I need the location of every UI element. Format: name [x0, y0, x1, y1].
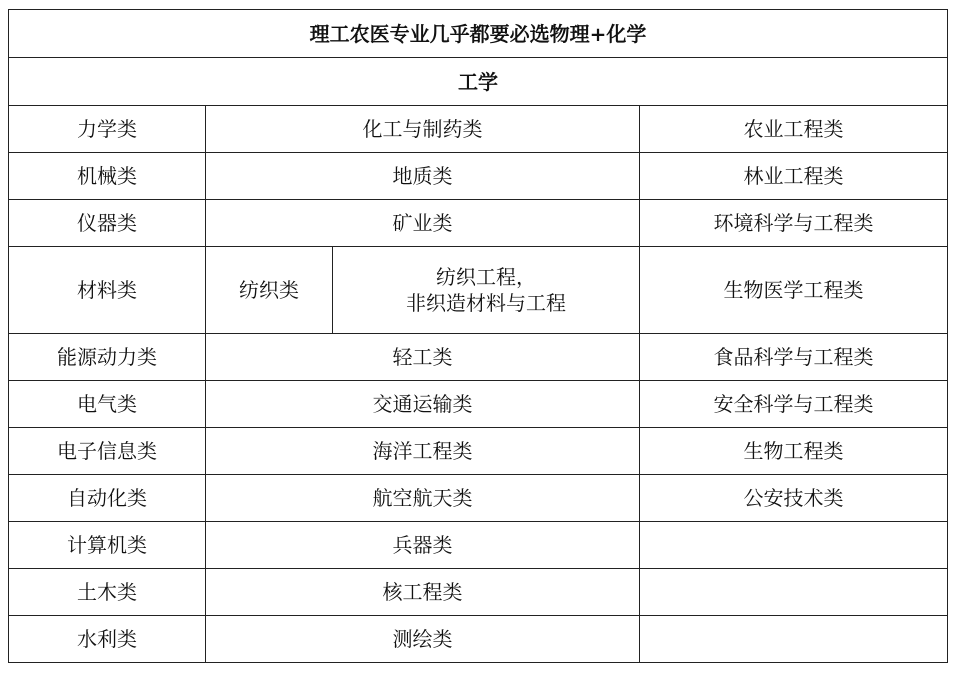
table-cell: 生物医学工程类 — [640, 247, 948, 334]
table-cell: 化工与制药类 — [206, 106, 640, 153]
table-cell: 能源动力类 — [9, 334, 206, 381]
table-cell: 自动化类 — [9, 475, 206, 522]
table-row — [9, 106, 948, 153]
cell-line: 非织造材料与工程 — [406, 291, 566, 315]
table-cell: 力学类 — [9, 106, 206, 153]
table-row — [9, 428, 948, 475]
subjects-table — [8, 9, 948, 663]
table-cell: 矿业类 — [206, 200, 640, 247]
table-row — [9, 569, 948, 616]
table-cell: 航空航天类 — [206, 475, 640, 522]
table-row — [9, 381, 948, 428]
table-cell: 电气类 — [9, 381, 206, 428]
table-row — [9, 475, 948, 522]
table-cell: 食品科学与工程类 — [640, 334, 948, 381]
table-cell: 地质类 — [206, 153, 640, 200]
table-cell: 林业工程类 — [640, 153, 948, 200]
table-cell: 农业工程类 — [640, 106, 948, 153]
table-row — [9, 522, 948, 569]
table-row — [9, 200, 948, 247]
table-cell: 计算机类 — [9, 522, 206, 569]
table-cell: 测绘类 — [206, 616, 640, 663]
table-cell-multiline — [333, 247, 640, 334]
table-cell: 材料类 — [9, 247, 206, 334]
table-cell: 安全科学与工程类 — [640, 381, 948, 428]
table-row — [9, 334, 948, 381]
table-cell: 公安技术类 — [640, 475, 948, 522]
table-cell — [640, 569, 948, 616]
table-row — [9, 153, 948, 200]
cell-line: 纺织工程， — [436, 265, 536, 289]
table-cell: 兵器类 — [206, 522, 640, 569]
table-cell: 机械类 — [9, 153, 206, 200]
table-title: 理工农医专业几乎都要必选物理+化学 — [9, 10, 948, 58]
table-cell — [640, 522, 948, 569]
table-cell: 纺织类 — [206, 247, 333, 334]
table-cell: 水利类 — [9, 616, 206, 663]
table-row — [9, 247, 948, 334]
table-cell — [640, 616, 948, 663]
table-cell: 海洋工程类 — [206, 428, 640, 475]
section-heading: 工学 — [9, 58, 948, 106]
section-row — [9, 58, 948, 106]
table-cell: 土木类 — [9, 569, 206, 616]
table-cell: 交通运输类 — [206, 381, 640, 428]
title-row — [9, 10, 948, 58]
table-cell: 生物工程类 — [640, 428, 948, 475]
table-cell: 仪器类 — [9, 200, 206, 247]
table-cell: 电子信息类 — [9, 428, 206, 475]
table-cell: 轻工类 — [206, 334, 640, 381]
table-row — [9, 616, 948, 663]
table-cell: 核工程类 — [206, 569, 640, 616]
table-cell: 环境科学与工程类 — [640, 200, 948, 247]
